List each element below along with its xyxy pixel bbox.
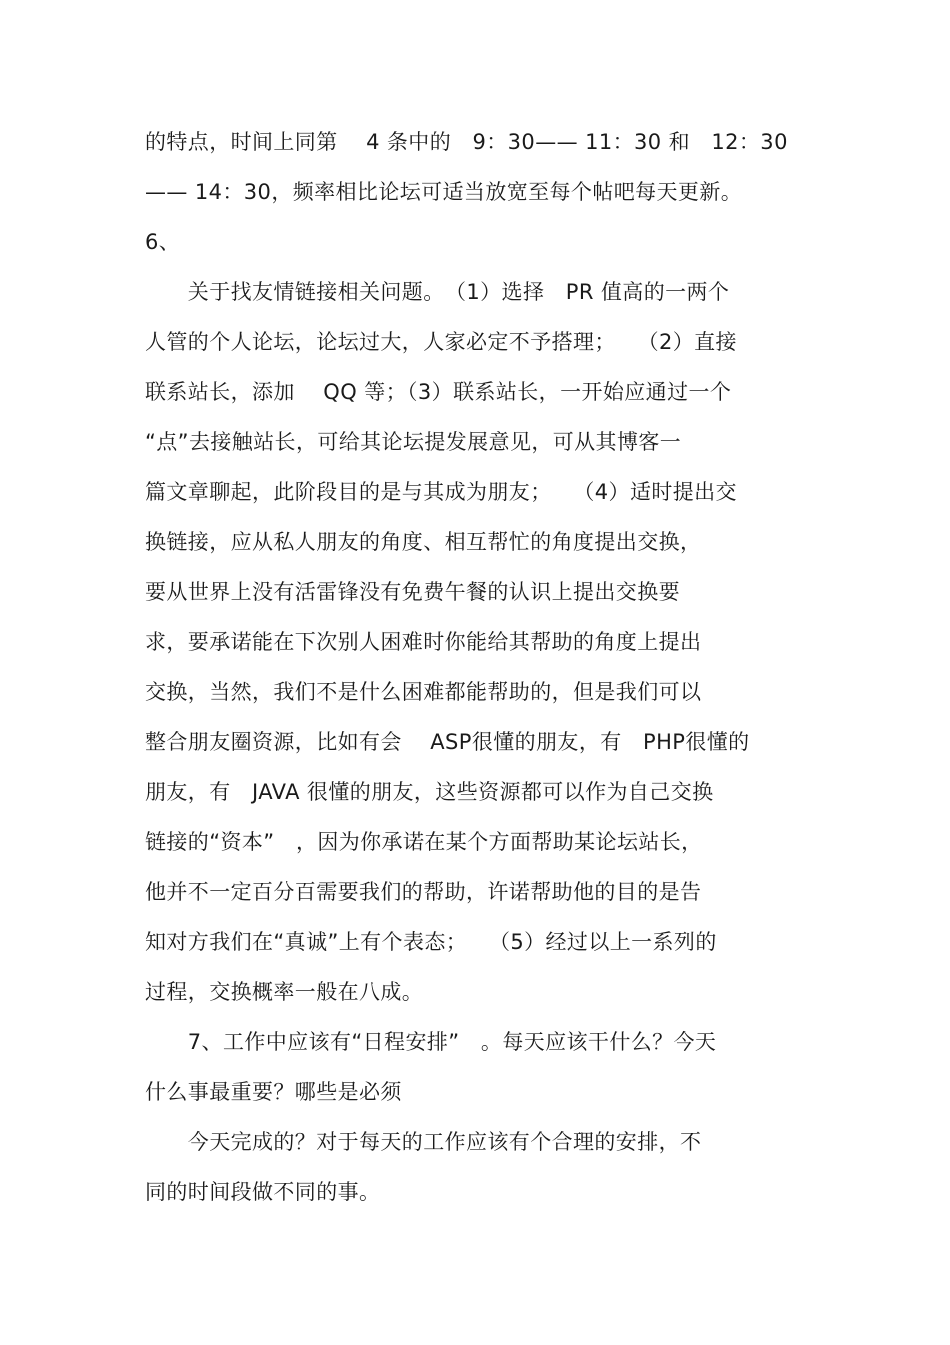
text-line: 的特点，时间上同第 4 条中的 9：30—— 11：30 和 12：30 [145,130,788,154]
text-line: 今天完成的？对于每天的工作应该有个合理的安排，不 [145,1130,702,1154]
text-line: 交换，当然，我们不是什么困难都能帮助的，但是我们可以 [145,680,702,704]
text-line: 联系站长，添加 QQ 等；（3）联系站长，一开始应通过一个 [145,380,732,404]
text-line: 关于找友情链接相关问题。 （1）选择 PR 值高的一两个 [145,280,730,304]
text-line: 知对方我们在“真诚”上有个表态； （5）经过以上一系列的 [145,930,717,954]
text-line: —— 14：30，频率相比论坛可适当放宽至每个帖吧每天更新。 [145,180,743,204]
text-line: 换链接，应从私人朋友的角度、相互帮忙的角度提出交换， [145,530,702,554]
text-line: 7、工作中应该有“日程安排” 。每天应该干什么？今天 [145,1030,717,1054]
text-line: 链接的“资本” ，因为你承诺在某个方面帮助某论坛站长， [145,830,703,854]
text-line: 6、 [145,230,181,254]
text-line: 整合朋友圈资源，比如有会 ASP很懂的朋友，有 PHP很懂的 [145,730,750,754]
text-line: 要从世界上没有活雷锋没有免费午餐的认识上提出交换要 [145,580,680,604]
text-line: 篇文章聊起，此阶段目的是与其成为朋友； （4）适时提出交 [145,480,737,504]
text-line: 过程，交换概率一般在八成。 [145,980,424,1004]
text-line: 朋友，有 JAVA 很懂的朋友，这些资源都可以作为自己交换 [145,780,714,804]
text-line: 他并不一定百分百需要我们的帮助，许诺帮助他的目的是告 [145,880,702,904]
text-line: 同的时间段做不同的事。 [145,1180,381,1204]
text-line: “点”去接触站长，可给其论坛提发展意见，可从其博客一 [145,430,682,454]
text-line: 什么事最重要？哪些是必须 [145,1080,402,1104]
text-line: 求，要承诺能在下次别人困难时你能给其帮助的角度上提出 [145,630,702,654]
text-line: 人管的个人论坛，论坛过大，人家必定不予搭理； （2）直接 [145,330,737,354]
